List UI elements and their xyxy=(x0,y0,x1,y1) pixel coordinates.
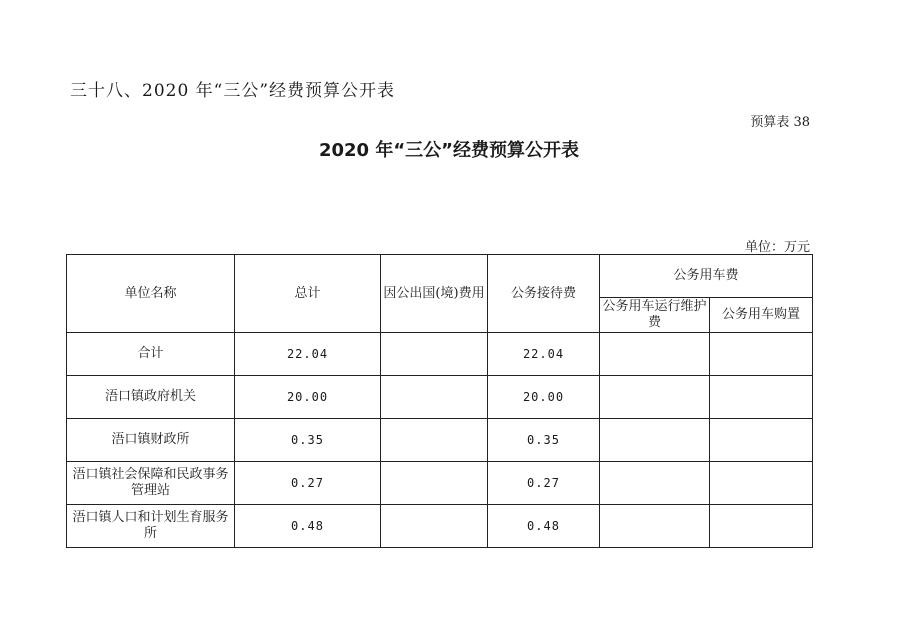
cell-vehicle-purchase xyxy=(710,462,813,505)
header-reception: 公务接待费 xyxy=(488,255,600,333)
table-row xyxy=(67,505,813,548)
cell-vehicle-operation xyxy=(600,333,710,376)
cell-overseas xyxy=(381,376,488,419)
cell-overseas xyxy=(381,505,488,548)
cell-reception: 20.00 xyxy=(488,376,600,419)
header-vehicle: 公务用车费 xyxy=(600,255,813,298)
budget-table xyxy=(66,254,813,548)
cell-overseas xyxy=(381,419,488,462)
unit-label: 单位：万元 xyxy=(744,240,810,255)
cell-total: 0.27 xyxy=(235,462,381,505)
cell-reception: 22.04 xyxy=(488,333,600,376)
cell-vehicle-operation xyxy=(600,505,710,548)
cell-reception: 0.48 xyxy=(488,505,600,548)
cell-unit-name: 浯口镇财政所 xyxy=(67,419,235,462)
header-row xyxy=(67,255,813,298)
table-row xyxy=(67,462,813,505)
table-row xyxy=(67,333,813,376)
header-total: 总计 xyxy=(235,255,381,333)
cell-total: 0.35 xyxy=(235,419,381,462)
cell-total: 0.48 xyxy=(235,505,381,548)
cell-vehicle-operation xyxy=(600,376,710,419)
cell-vehicle-purchase xyxy=(710,376,813,419)
cell-vehicle-operation xyxy=(600,462,710,505)
table-number: 预算表 38 xyxy=(750,115,810,130)
cell-unit-name: 浯口镇社会保障和民政事务管理站 xyxy=(67,462,235,505)
document-title: 2020 年“三公”经费预算公开表 xyxy=(318,140,580,161)
cell-overseas xyxy=(381,333,488,376)
cell-vehicle-operation xyxy=(600,419,710,462)
header-overseas: 因公出国(境)费用 xyxy=(381,255,488,333)
cell-vehicle-purchase xyxy=(710,419,813,462)
cell-total: 20.00 xyxy=(235,376,381,419)
cell-total: 22.04 xyxy=(235,333,381,376)
table-row xyxy=(67,419,813,462)
cell-unit-name: 浯口镇人口和计划生育服务所 xyxy=(67,505,235,548)
cell-overseas xyxy=(381,462,488,505)
cell-reception: 0.27 xyxy=(488,462,600,505)
header-vehicle-purchase: 公务用车购置 xyxy=(710,298,813,333)
table-row xyxy=(67,376,813,419)
cell-vehicle-purchase xyxy=(710,505,813,548)
header-unit-name: 单位名称 xyxy=(67,255,235,333)
section-title: 三十八、2020 年“三公”经费预算公开表 xyxy=(70,81,396,101)
cell-reception: 0.35 xyxy=(488,419,600,462)
cell-unit-name: 合计 xyxy=(67,333,235,376)
cell-unit-name: 浯口镇政府机关 xyxy=(67,376,235,419)
cell-vehicle-purchase xyxy=(710,333,813,376)
header-vehicle-operation: 公务用车运行维护费 xyxy=(600,298,710,333)
